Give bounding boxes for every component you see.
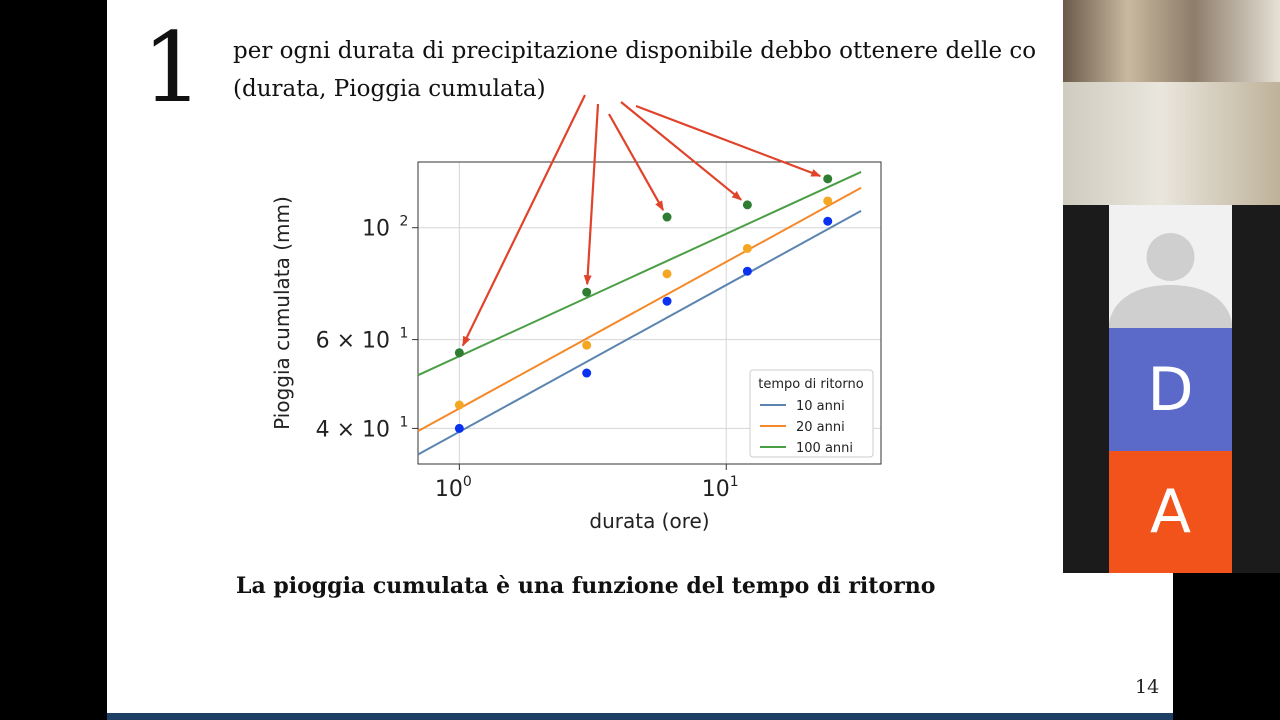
data-point	[455, 424, 464, 433]
y-tick-exponent: 1	[399, 414, 409, 431]
slide-header-line2: (durata, Pioggia cumulata)	[233, 76, 546, 102]
data-point	[823, 196, 832, 205]
data-point	[663, 213, 672, 222]
participant-a[interactable]	[1063, 451, 1280, 573]
participant-d[interactable]	[1063, 328, 1280, 451]
legend-label: 20 anni	[796, 420, 845, 435]
participant-video-1[interactable]	[1063, 0, 1280, 82]
camera-feed	[1063, 82, 1280, 205]
camera-feed	[1063, 0, 1280, 82]
data-point	[582, 288, 591, 297]
avatar-a	[1109, 451, 1232, 573]
avatar	[1109, 205, 1232, 328]
data-point	[455, 401, 464, 410]
data-point	[743, 200, 752, 209]
participant-no-camera[interactable]	[1063, 205, 1280, 328]
x-tick-label: $10^1$	[701, 474, 739, 502]
data-point	[582, 369, 591, 378]
avatar-d	[1109, 328, 1232, 451]
legend-label: 10 anni	[796, 399, 845, 414]
conclusion-text: La pioggia cumulata è una funzione del tempo di ritorno	[236, 573, 936, 599]
x-axis-label: durata (ore)	[589, 509, 710, 533]
presentation-slide	[107, 0, 1173, 720]
rainfall-chart	[107, 0, 1173, 720]
y-axis-label: Pioggia cumulata (mm)	[270, 196, 294, 430]
y-tick-exponent: 2	[399, 213, 409, 230]
y-tick-label: 4 × 10 1	[315, 414, 409, 443]
data-point	[823, 174, 832, 183]
step-number: 1	[142, 12, 204, 124]
data-point	[663, 297, 672, 306]
legend-label: 100 anni	[796, 441, 854, 456]
slide-header-line1: per ogni durata di precipitazione disponibile debbo ottenere delle co	[233, 38, 1037, 64]
avatar-initial: A	[1149, 477, 1192, 547]
slide-footer-bar	[107, 713, 1173, 720]
y-tick-label: 10 2	[362, 213, 409, 242]
participant-video-2[interactable]	[1063, 82, 1280, 205]
annotation-arrow	[636, 106, 820, 176]
video-call-panel	[1063, 0, 1280, 573]
annotation-arrow	[587, 104, 598, 284]
data-point	[743, 244, 752, 253]
data-point	[582, 341, 591, 350]
y-tick-label: 6 × 10 1	[315, 325, 409, 354]
series-fit-line	[418, 172, 861, 375]
data-point	[743, 267, 752, 276]
data-point	[663, 269, 672, 278]
annotation-arrow	[621, 102, 741, 200]
data-point	[823, 217, 832, 226]
x-tick-exponent: 0	[462, 474, 472, 490]
x-tick-label: $10^0$	[434, 474, 472, 502]
x-tick-exponent: 1	[729, 474, 739, 490]
avatar-initial: D	[1147, 354, 1194, 425]
y-tick-exponent: 1	[399, 325, 409, 342]
legend-title: tempo di ritorno	[758, 377, 864, 392]
person-silhouette-icon	[1109, 205, 1232, 328]
data-point	[455, 348, 464, 357]
page-number: 14	[1135, 676, 1160, 698]
